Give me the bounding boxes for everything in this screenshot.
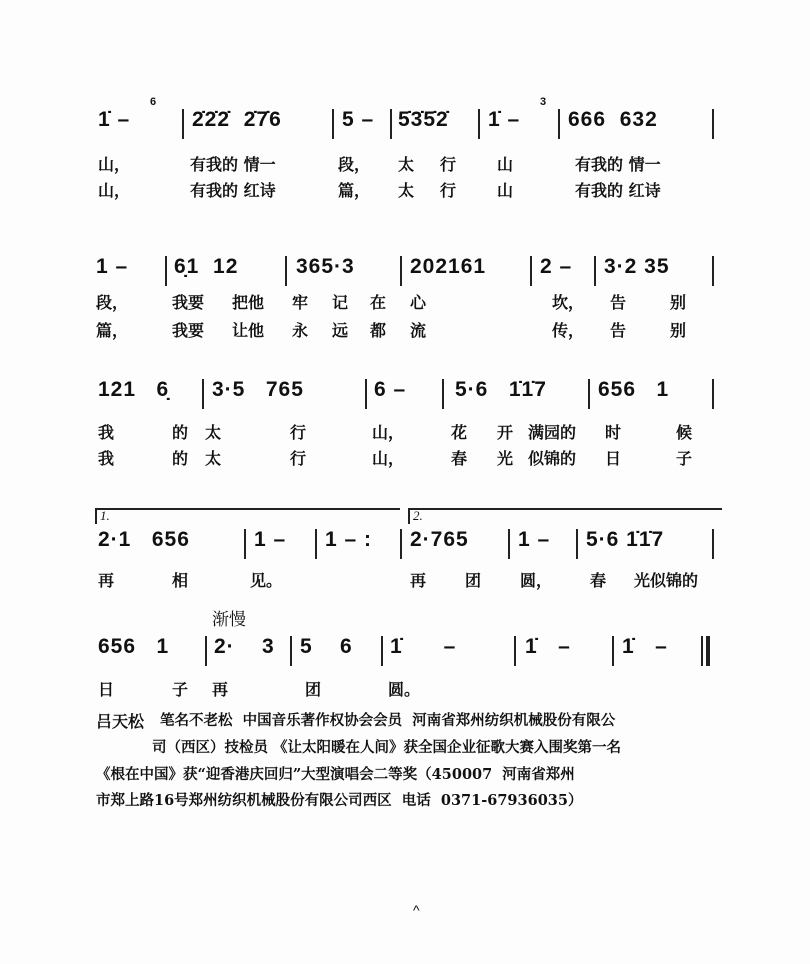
measure: 6 – xyxy=(374,378,407,401)
lyric: 光似锦的 xyxy=(634,571,699,590)
barline xyxy=(514,636,516,666)
measure: 365·3 xyxy=(296,255,355,278)
measure: 202161 xyxy=(410,255,487,278)
lyric: 似锦的 xyxy=(528,449,577,468)
lyric: 我要 xyxy=(172,321,205,340)
barline xyxy=(612,636,614,666)
measure: 1̇ – xyxy=(98,108,131,131)
volta-label: 2. xyxy=(413,508,423,523)
lyric: 子 xyxy=(172,680,189,699)
measure: 656 1 xyxy=(98,635,170,658)
lyric: 候 xyxy=(676,423,693,442)
lyric: 别 xyxy=(670,293,687,312)
lyric: 有我的 红诗 xyxy=(575,181,661,200)
measure: 2·765 xyxy=(410,528,469,551)
barline xyxy=(390,109,392,139)
lyric: 行 xyxy=(290,449,307,468)
lyric: 再 xyxy=(410,571,427,590)
lyric: 篇， xyxy=(338,181,371,200)
lyric: 传， xyxy=(552,321,585,340)
barline xyxy=(706,636,710,666)
barline xyxy=(205,636,207,666)
lyric: 山， xyxy=(372,423,405,442)
lyric: 段， xyxy=(96,293,129,312)
lyric: 太 xyxy=(398,181,415,200)
barline xyxy=(202,379,204,409)
lyric: 我 xyxy=(98,423,115,442)
lyric: 的 xyxy=(172,449,189,468)
lyric: 把他 xyxy=(232,293,265,312)
barline xyxy=(530,256,532,286)
lyric: 日 xyxy=(98,680,115,699)
lyric: 时 xyxy=(605,423,622,442)
measure: 1 – : xyxy=(325,528,373,551)
lyric: 我 xyxy=(98,449,115,468)
barline xyxy=(478,109,480,139)
measure: 2̇2̇2̇ 2̇7̇6 xyxy=(192,108,282,131)
barline xyxy=(712,379,714,409)
lyric: 段， xyxy=(338,155,371,174)
lyric: 牢 xyxy=(292,293,309,312)
grace-note: 6 xyxy=(150,96,157,108)
lyric: 山， xyxy=(98,181,131,200)
barline xyxy=(244,529,246,559)
lyric: 行 xyxy=(290,423,307,442)
tempo-marking: 渐慢 xyxy=(212,610,246,630)
lyric: 春 xyxy=(451,449,468,468)
barline xyxy=(712,256,714,286)
barline xyxy=(285,256,287,286)
bio-line-2: 司（西区）技检员 《让太阳暖在人间》获全国企业征歌大赛入围奖第一名 xyxy=(152,739,622,756)
final-barline xyxy=(701,636,703,666)
measure: 6̣1 12 xyxy=(174,255,239,278)
measure: 666 632 xyxy=(568,108,658,131)
lyric: 篇， xyxy=(96,321,129,340)
lyric: 圆。 xyxy=(388,680,421,699)
barline xyxy=(315,529,317,559)
barline xyxy=(381,636,383,666)
measure: 5̇3̇5̇2̇ xyxy=(398,108,449,131)
lyric: 日 xyxy=(605,449,622,468)
measure: 1̇ – xyxy=(488,108,521,131)
lyric: 团 xyxy=(305,680,322,699)
volta-bracket xyxy=(95,508,400,524)
lyric: 见。 xyxy=(250,571,283,590)
lyric: 太 xyxy=(398,155,415,174)
lyric: 光 xyxy=(497,449,514,468)
lyric: 团 xyxy=(465,571,482,590)
lyric: 告 xyxy=(610,293,627,312)
lyric: 远 xyxy=(332,321,349,340)
lyric: 相 xyxy=(172,571,189,590)
lyric: 告 xyxy=(610,321,627,340)
bio-line-4: 市郑上路16号郑州纺织机械股份有限公司西区 电话 0371-67936035） xyxy=(96,792,583,809)
measure: 121 6̣ xyxy=(98,378,170,401)
measure: 5 6 xyxy=(300,635,353,658)
measure: 1̇ – xyxy=(390,635,457,658)
lyric: 有我的 情一 xyxy=(575,155,661,174)
lyric: 记 xyxy=(332,293,349,312)
barline xyxy=(508,529,510,559)
barline xyxy=(712,109,714,139)
barline xyxy=(332,109,334,139)
lyric: 满园的 xyxy=(528,423,577,442)
lyric: 再 xyxy=(98,571,115,590)
lyric: 山， xyxy=(98,155,131,174)
measure: 1 – xyxy=(518,528,551,551)
lyric: 山， xyxy=(372,449,405,468)
lyric: 子 xyxy=(676,449,693,468)
barline xyxy=(594,256,596,286)
lyric: 太 xyxy=(205,449,222,468)
lyric: 春 xyxy=(590,571,607,590)
measure: 2·1 656 xyxy=(98,528,190,551)
lyric: 开 xyxy=(497,423,514,442)
lyric: 花 xyxy=(451,423,468,442)
barline xyxy=(400,529,402,559)
measure: 656 1 xyxy=(598,378,670,401)
barline xyxy=(165,256,167,286)
lyric: 太 xyxy=(205,423,222,442)
lyric: 心 xyxy=(410,293,427,312)
measure: 3·5 765 xyxy=(212,378,304,401)
volta-bracket xyxy=(408,508,722,524)
barline xyxy=(442,379,444,409)
barline xyxy=(182,109,184,139)
lyric: 在 xyxy=(370,293,387,312)
measure: 5·6 1̇1̇7 xyxy=(586,528,665,551)
measure: 1̇ – xyxy=(622,635,668,658)
lyric: 有我的 红诗 xyxy=(190,181,276,200)
grace-note: 3 xyxy=(540,96,547,108)
barline xyxy=(365,379,367,409)
lyric: 再 xyxy=(212,680,229,699)
lyric: 山 xyxy=(497,155,514,174)
lyric: 流 xyxy=(410,321,427,340)
barline xyxy=(712,529,714,559)
measure: 5·6 1̇1̇7 xyxy=(455,378,547,401)
barline xyxy=(588,379,590,409)
barline xyxy=(400,256,402,286)
measure: 1̇ – xyxy=(525,635,571,658)
lyric: 都 xyxy=(370,321,387,340)
barline xyxy=(558,109,560,139)
lyric: 别 xyxy=(670,321,687,340)
lyric: 我要 xyxy=(172,293,205,312)
page-mark: ^ xyxy=(413,902,420,918)
composer-name: 吕天松 xyxy=(96,712,145,731)
lyric: 让他 xyxy=(232,321,265,340)
barline xyxy=(290,636,292,666)
barline xyxy=(576,529,578,559)
measure: 2· 3 xyxy=(214,635,275,658)
lyric: 行 xyxy=(440,155,457,174)
measure: 1 – xyxy=(254,528,287,551)
measure: 3·2 35 xyxy=(604,255,670,278)
lyric: 圆， xyxy=(520,571,553,590)
measure: 2 – xyxy=(540,255,573,278)
lyric: 的 xyxy=(172,423,189,442)
measure: 1 – xyxy=(96,255,129,278)
bio-line-3: 《根在中国》获“迎香港庆回归”大型演唱会二等奖（450007 河南省郑州 xyxy=(96,766,575,783)
lyric: 有我的 情一 xyxy=(190,155,276,174)
volta-label: 1. xyxy=(100,508,110,523)
lyric: 行 xyxy=(440,181,457,200)
measure: 5 – xyxy=(342,108,375,131)
lyric: 山 xyxy=(497,181,514,200)
lyric: 永 xyxy=(292,321,309,340)
lyric: 坎， xyxy=(552,293,585,312)
bio-line-1: 笔名不老松 中国音乐著作权协会会员 河南省郑州纺织机械股份有限公 xyxy=(160,712,616,729)
